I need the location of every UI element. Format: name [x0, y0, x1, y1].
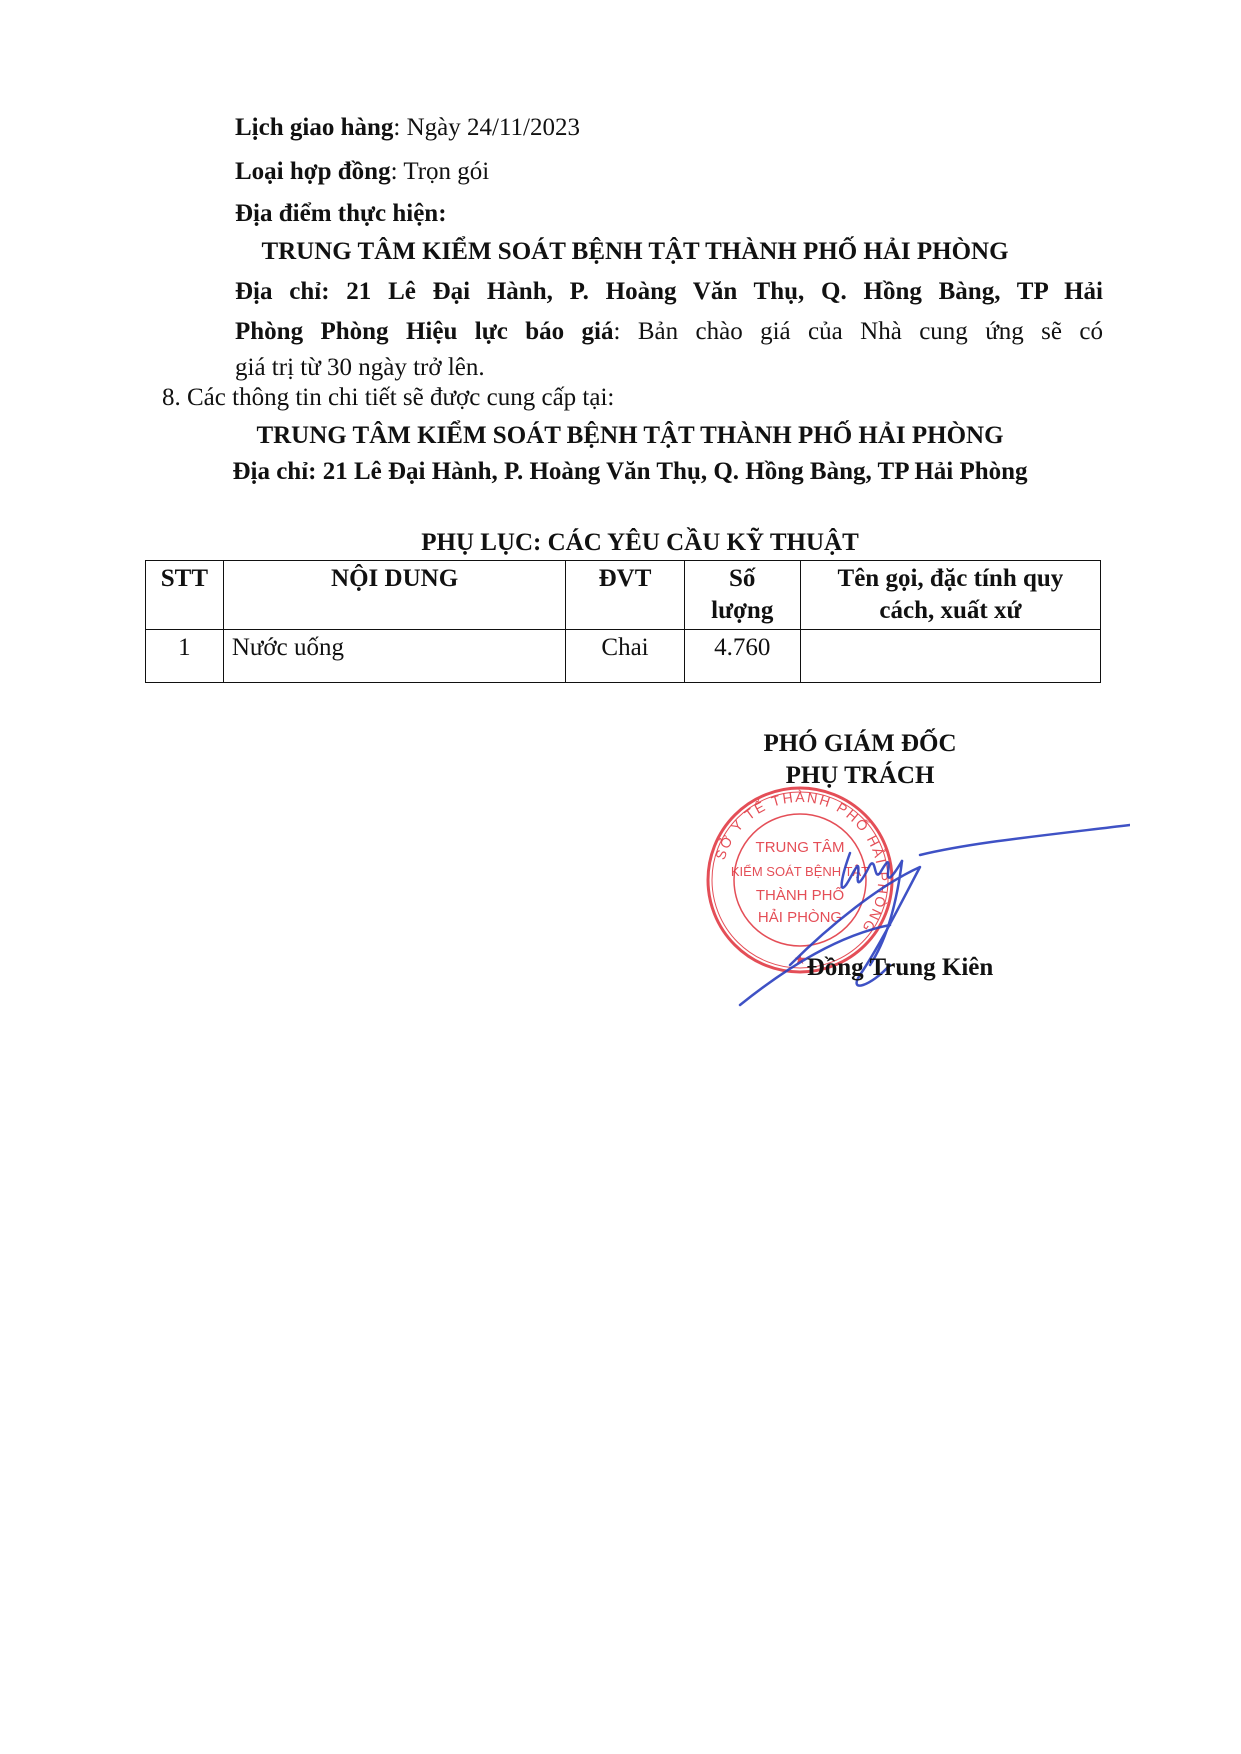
handwritten-signature — [730, 815, 1130, 1015]
cell-stt: 1 — [146, 630, 224, 683]
stamp-text-line1: TRUNG TÂM — [755, 839, 845, 856]
cell-quantity: 4.760 — [684, 630, 800, 683]
header-quantity — [684, 561, 800, 630]
validity-line: Phòng Phòng Hiệu lực báo giá: Bản chào giá của Nhà cung ứng sẽ có — [235, 318, 1103, 345]
header-content: NỘI DUNG — [223, 561, 566, 630]
section-8-address: Địa chỉ: 21 Lê Đại Hành, P. Hoàng Văn Thụ, Q. Hồng Bàng, TP Hải Phòng — [232, 458, 1028, 485]
section-8-organization: TRUNG TÂM KIỂM SOÁT BỆNH TẬT THÀNH PHỐ HẢI PHÒNG — [256, 422, 1004, 449]
validity-text: Bản chào giá của Nhà cung ứng sẽ có — [637, 318, 1103, 345]
stamp-text-line3: THÀNH PHỐ — [755, 887, 845, 904]
section-8-text: 8. Các thông tin chi tiết sẽ được cung cấp tại: — [162, 384, 615, 411]
contract-type-line: Loại hợp đồng: Trọn gói — [235, 158, 490, 185]
validity-duration: giá trị từ 30 ngày trở lên. — [235, 354, 485, 381]
cell-content: Nước uống — [223, 630, 566, 683]
delivery-schedule-line: Lịch giao hàng: Ngày 24/11/2023 — [235, 114, 580, 141]
header-spec-line2: cách, xuất xứ — [879, 597, 1022, 624]
stamp-star: ★ — [793, 951, 807, 967]
table-row — [146, 630, 1101, 683]
stamp-text-line4: HẢI PHÒNG — [757, 909, 843, 926]
delivery-schedule-value: Ngày 24/11/2023 — [406, 114, 580, 141]
header-spec-line1: Tên gọi, đặc tính quy — [837, 565, 1064, 592]
header-unit: ĐVT — [566, 561, 684, 630]
header-spec — [800, 561, 1100, 630]
delivery-schedule-label: Lịch giao hàng — [235, 114, 394, 141]
stamp-text-line2: KIỂM SOÁT BỆNH TẬT — [730, 864, 870, 879]
signatory-name: Đồng Trung Kiên — [806, 954, 994, 981]
table-header-row — [146, 561, 1101, 630]
contract-type-value: Trọn gói — [403, 158, 490, 185]
location-organization: TRUNG TÂM KIỂM SOÁT BỆNH TẬT THÀNH PHỐ HẢI PHÒNG — [261, 238, 1009, 265]
technical-requirements-table — [145, 560, 1101, 683]
location-label: Địa điểm thực hiện: — [235, 200, 447, 227]
cell-unit: Chai — [566, 630, 684, 683]
header-stt: STT — [146, 561, 224, 630]
appendix-title: PHỤ LỤC: CÁC YÊU CẦU KỸ THUẬT — [421, 529, 859, 556]
header-quantity-line2: lượng — [711, 597, 774, 624]
signatory-title-line2: PHỤ TRÁCH — [785, 762, 935, 789]
stamp-ring-text: SỞ Y TẾ THÀNH PHỐ HẢI PHÒNG — [711, 788, 892, 937]
contract-type-label: Loại hợp đồng — [235, 158, 391, 185]
signatory-title-line1: PHÓ GIÁM ĐỐC — [763, 730, 957, 757]
validity-label: Phòng Phòng Hiệu lực báo giá — [235, 318, 614, 345]
location-address-line1: Địa chỉ: 21 Lê Đại Hành, P. Hoàng Văn Thụ, Q. Hồng Bàng, TP Hải — [235, 278, 1103, 305]
header-quantity-line1: Số — [729, 565, 756, 592]
cell-spec — [800, 630, 1100, 683]
